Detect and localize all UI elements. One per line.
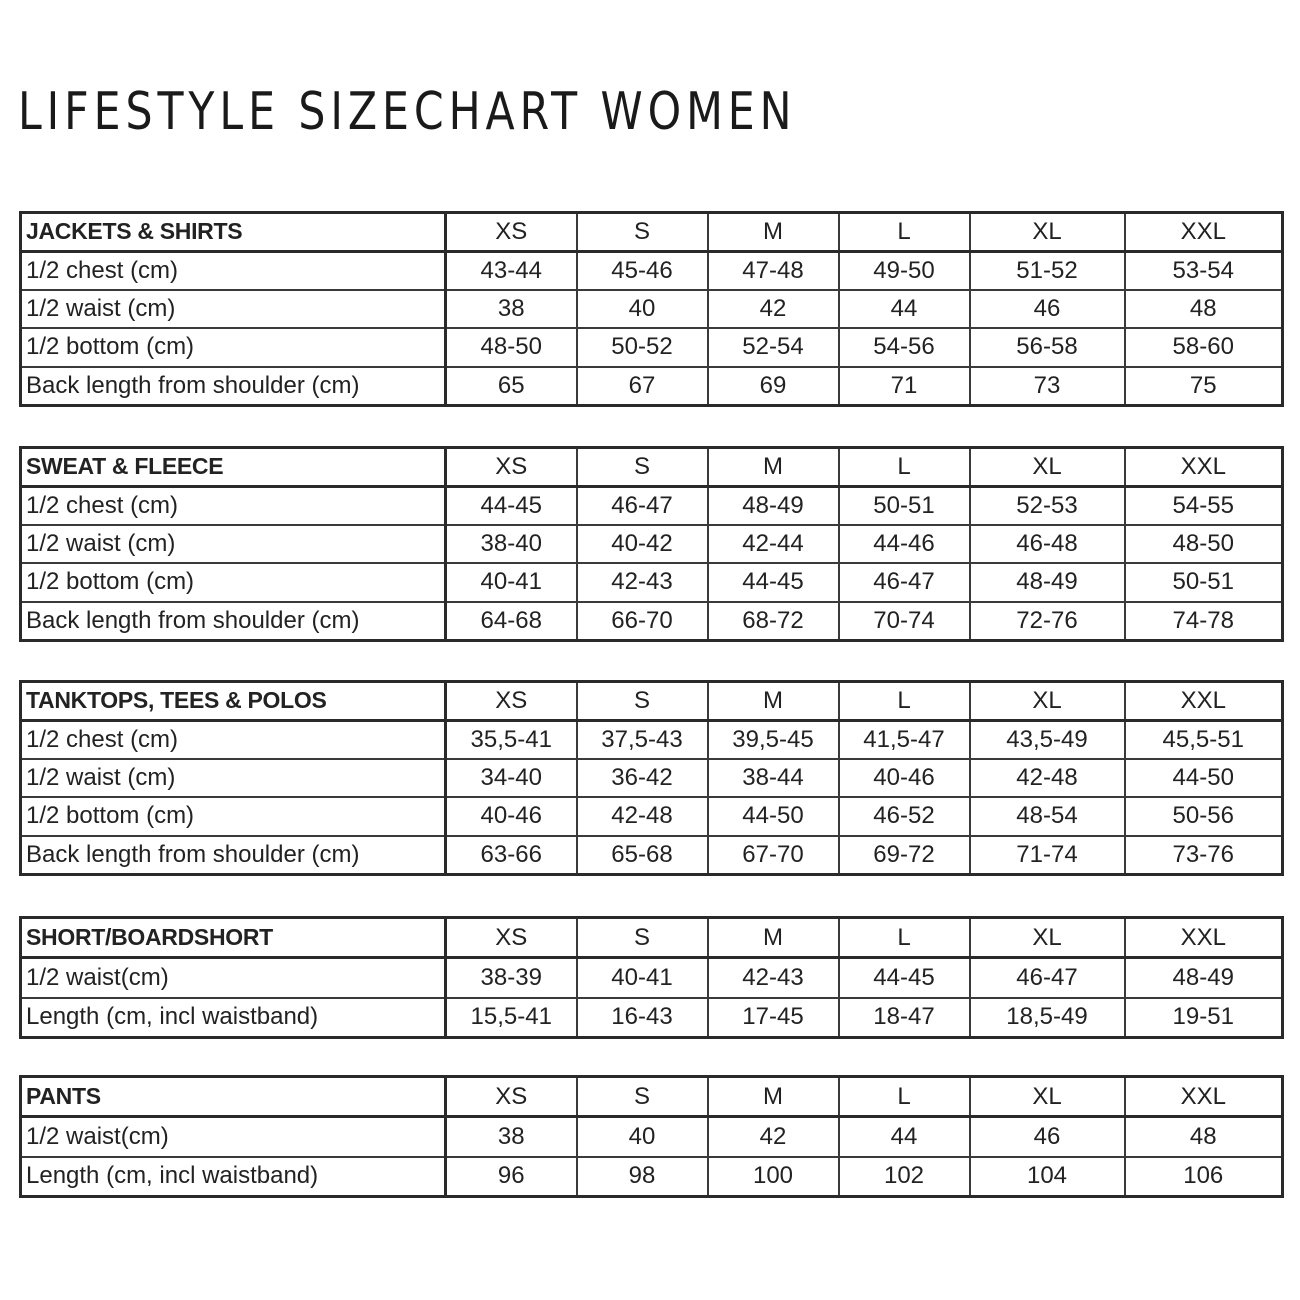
table-category-header: SWEAT & FLEECE (21, 448, 446, 487)
measurement-value: 15,5-41 (446, 998, 577, 1038)
measurement-value: 44-46 (839, 525, 970, 564)
measurement-value: 46-47 (577, 486, 708, 525)
size-column-header: M (708, 1077, 839, 1117)
table-header-row (21, 918, 1283, 958)
measurement-value: 102 (839, 1157, 970, 1197)
size-column-header: XXL (1125, 213, 1283, 252)
measurement-value: 42 (708, 1117, 839, 1157)
measurement-value: 38-44 (708, 759, 839, 798)
size-column-header: S (577, 448, 708, 487)
measurement-value: 98 (577, 1157, 708, 1197)
measurement-label: 1/2 chest (cm) (21, 251, 446, 290)
table-row (21, 797, 1283, 836)
size-column-header: M (708, 448, 839, 487)
measurement-label: 1/2 waist (cm) (21, 759, 446, 798)
measurement-value: 46-47 (970, 958, 1125, 998)
measurement-value: 16-43 (577, 998, 708, 1038)
size-column-header: M (708, 213, 839, 252)
size-column-header: XXL (1125, 918, 1283, 958)
measurement-label: Length (cm, incl waistband) (21, 1157, 446, 1197)
measurement-value: 46-52 (839, 797, 970, 836)
size-column-header: XXL (1125, 1077, 1283, 1117)
measurement-value: 63-66 (446, 836, 577, 875)
table-category-header: SHORT/BOARDSHORT (21, 918, 446, 958)
measurement-value: 40 (577, 290, 708, 329)
measurement-value: 44 (839, 1117, 970, 1157)
size-column-header: S (577, 682, 708, 721)
measurement-value: 44-45 (839, 958, 970, 998)
measurement-value: 18,5-49 (970, 998, 1125, 1038)
table-row (21, 720, 1283, 759)
measurement-value: 44 (839, 290, 970, 329)
page-title: LIFESTYLE SIZECHART WOMEN (18, 82, 797, 142)
measurement-label: 1/2 waist(cm) (21, 1117, 446, 1157)
measurement-value: 69-72 (839, 836, 970, 875)
measurement-value: 73-76 (1125, 836, 1283, 875)
measurement-value: 43,5-49 (970, 720, 1125, 759)
measurement-value: 38-40 (446, 525, 577, 564)
size-column-header: S (577, 1077, 708, 1117)
table-category-header: PANTS (21, 1077, 446, 1117)
measurement-value: 17-45 (708, 998, 839, 1038)
measurement-value: 40-41 (446, 563, 577, 602)
measurement-value: 46-47 (839, 563, 970, 602)
measurement-label: Back length from shoulder (cm) (21, 836, 446, 875)
measurement-label: Back length from shoulder (cm) (21, 367, 446, 406)
table-header-row (21, 682, 1283, 721)
measurement-value: 41,5-47 (839, 720, 970, 759)
measurement-label: 1/2 chest (cm) (21, 720, 446, 759)
measurement-value: 35,5-41 (446, 720, 577, 759)
size-column-header: S (577, 918, 708, 958)
measurement-value: 18-47 (839, 998, 970, 1038)
table-row (21, 1117, 1283, 1157)
measurement-label: Length (cm, incl waistband) (21, 998, 446, 1038)
size-column-header: XS (446, 918, 577, 958)
measurement-value: 40-46 (446, 797, 577, 836)
measurement-value: 65-68 (577, 836, 708, 875)
measurement-value: 36-42 (577, 759, 708, 798)
measurement-value: 42-43 (708, 958, 839, 998)
measurement-value: 44-50 (708, 797, 839, 836)
measurement-value: 42-43 (577, 563, 708, 602)
table-header-row (21, 1077, 1283, 1117)
measurement-value: 106 (1125, 1157, 1283, 1197)
measurement-value: 48-54 (970, 797, 1125, 836)
measurement-value: 45,5-51 (1125, 720, 1283, 759)
table-row (21, 251, 1283, 290)
measurement-value: 40-42 (577, 525, 708, 564)
measurement-value: 44-50 (1125, 759, 1283, 798)
measurement-value: 104 (970, 1157, 1125, 1197)
measurement-value: 48-50 (1125, 525, 1283, 564)
table-row (21, 602, 1283, 641)
measurement-value: 50-51 (1125, 563, 1283, 602)
measurement-value: 52-54 (708, 328, 839, 367)
measurement-value: 46-48 (970, 525, 1125, 564)
size-column-header: XL (970, 448, 1125, 487)
size-column-header: M (708, 918, 839, 958)
measurement-value: 48-49 (1125, 958, 1283, 998)
measurement-label: 1/2 waist(cm) (21, 958, 446, 998)
size-column-header: XL (970, 1077, 1125, 1117)
measurement-value: 73 (970, 367, 1125, 406)
table-row (21, 958, 1283, 998)
measurement-value: 47-48 (708, 251, 839, 290)
measurement-label: 1/2 chest (cm) (21, 486, 446, 525)
size-column-header: L (839, 1077, 970, 1117)
measurement-value: 49-50 (839, 251, 970, 290)
measurement-value: 71 (839, 367, 970, 406)
table-row (21, 328, 1283, 367)
size-column-header: XXL (1125, 448, 1283, 487)
measurement-value: 100 (708, 1157, 839, 1197)
measurement-value: 40-46 (839, 759, 970, 798)
table-row (21, 290, 1283, 329)
size-table-jackets-shirts (19, 211, 1284, 407)
measurement-label: 1/2 waist (cm) (21, 290, 446, 329)
table-category-header: TANKTOPS, TEES & POLOS (21, 682, 446, 721)
measurement-value: 72-76 (970, 602, 1125, 641)
table-row (21, 367, 1283, 406)
measurement-value: 69 (708, 367, 839, 406)
size-column-header: L (839, 918, 970, 958)
size-column-header: XL (970, 682, 1125, 721)
measurement-value: 65 (446, 367, 577, 406)
size-column-header: XXL (1125, 682, 1283, 721)
size-column-header: M (708, 682, 839, 721)
measurement-value: 58-60 (1125, 328, 1283, 367)
measurement-value: 44-45 (446, 486, 577, 525)
size-column-header: S (577, 213, 708, 252)
measurement-value: 67-70 (708, 836, 839, 875)
measurement-value: 48-49 (970, 563, 1125, 602)
measurement-value: 56-58 (970, 328, 1125, 367)
table-row (21, 836, 1283, 875)
measurement-value: 51-52 (970, 251, 1125, 290)
size-column-header: L (839, 213, 970, 252)
measurement-value: 38 (446, 1117, 577, 1157)
table-row (21, 998, 1283, 1038)
measurement-value: 66-70 (577, 602, 708, 641)
measurement-value: 96 (446, 1157, 577, 1197)
size-table-sweat-fleece (19, 446, 1284, 642)
measurement-value: 64-68 (446, 602, 577, 641)
table-header-row (21, 213, 1283, 252)
measurement-value: 42-44 (708, 525, 839, 564)
measurement-value: 54-55 (1125, 486, 1283, 525)
measurement-value: 48-49 (708, 486, 839, 525)
size-table-short-boardshort (19, 916, 1284, 1039)
table-row (21, 525, 1283, 564)
measurement-label: Back length from shoulder (cm) (21, 602, 446, 641)
measurement-value: 19-51 (1125, 998, 1283, 1038)
measurement-value: 68-72 (708, 602, 839, 641)
table-row (21, 759, 1283, 798)
measurement-value: 67 (577, 367, 708, 406)
measurement-value: 54-56 (839, 328, 970, 367)
measurement-value: 42-48 (577, 797, 708, 836)
measurement-value: 50-56 (1125, 797, 1283, 836)
table-header-row (21, 448, 1283, 487)
measurement-value: 50-51 (839, 486, 970, 525)
measurement-label: 1/2 bottom (cm) (21, 563, 446, 602)
measurement-value: 34-40 (446, 759, 577, 798)
measurement-value: 43-44 (446, 251, 577, 290)
size-column-header: XS (446, 448, 577, 487)
size-column-header: XS (446, 213, 577, 252)
measurement-value: 50-52 (577, 328, 708, 367)
measurement-label: 1/2 bottom (cm) (21, 328, 446, 367)
measurement-value: 48 (1125, 290, 1283, 329)
measurement-value: 42 (708, 290, 839, 329)
size-column-header: XL (970, 213, 1125, 252)
measurement-value: 48 (1125, 1117, 1283, 1157)
measurement-value: 45-46 (577, 251, 708, 290)
measurement-value: 38-39 (446, 958, 577, 998)
measurement-value: 37,5-43 (577, 720, 708, 759)
table-row (21, 563, 1283, 602)
measurement-value: 46 (970, 290, 1125, 329)
size-table-pants (19, 1075, 1284, 1198)
measurement-label: 1/2 bottom (cm) (21, 797, 446, 836)
measurement-value: 42-48 (970, 759, 1125, 798)
size-column-header: XS (446, 1077, 577, 1117)
size-column-header: XL (970, 918, 1125, 958)
table-category-header: JACKETS & SHIRTS (21, 213, 446, 252)
size-column-header: XS (446, 682, 577, 721)
size-column-header: L (839, 448, 970, 487)
size-table-tanktops-tees-polos (19, 680, 1284, 876)
measurement-value: 70-74 (839, 602, 970, 641)
measurement-value: 74-78 (1125, 602, 1283, 641)
measurement-value: 38 (446, 290, 577, 329)
measurement-value: 71-74 (970, 836, 1125, 875)
size-column-header: L (839, 682, 970, 721)
measurement-value: 75 (1125, 367, 1283, 406)
measurement-value: 39,5-45 (708, 720, 839, 759)
measurement-value: 52-53 (970, 486, 1125, 525)
measurement-value: 46 (970, 1117, 1125, 1157)
measurement-value: 40 (577, 1117, 708, 1157)
table-row (21, 1157, 1283, 1197)
measurement-label: 1/2 waist (cm) (21, 525, 446, 564)
measurement-value: 40-41 (577, 958, 708, 998)
measurement-value: 44-45 (708, 563, 839, 602)
table-row (21, 486, 1283, 525)
measurement-value: 53-54 (1125, 251, 1283, 290)
measurement-value: 48-50 (446, 328, 577, 367)
